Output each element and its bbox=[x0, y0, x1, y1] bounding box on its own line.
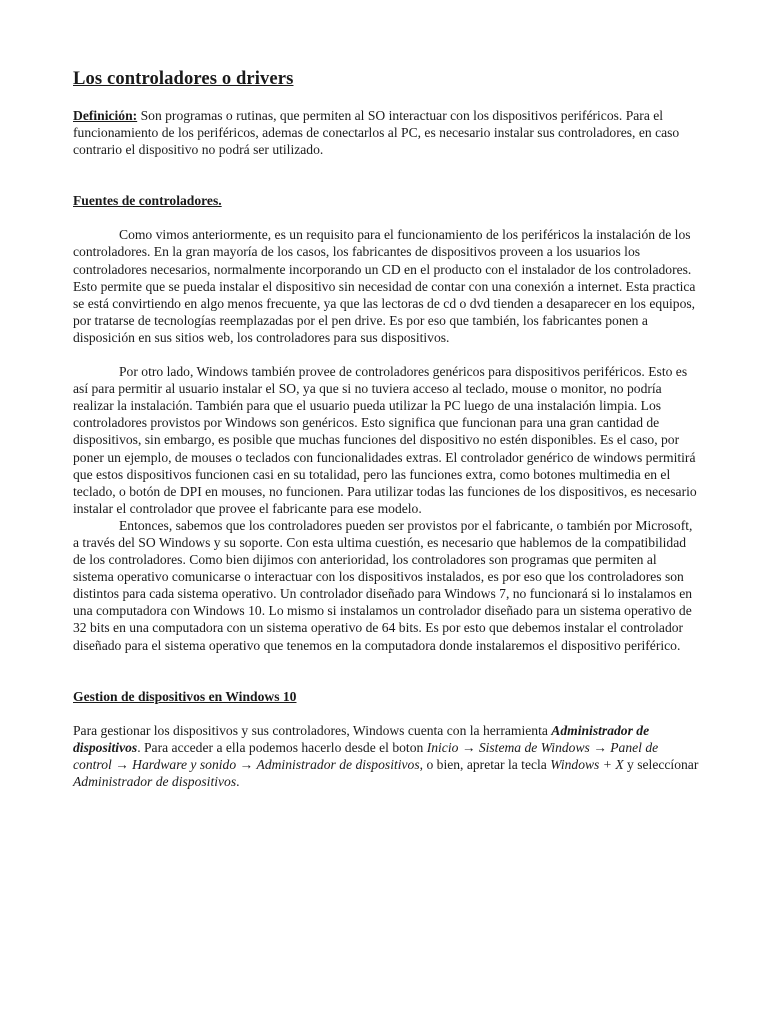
definition-label: Definición: bbox=[73, 108, 138, 123]
arrow-icon: → bbox=[458, 739, 479, 755]
text-run: Para gestionar los dispositivos y sus controladores, Windows cuenta con la herramienta bbox=[73, 722, 552, 738]
definition-paragraph bbox=[73, 107, 699, 158]
text-run: y seleccíonar bbox=[623, 756, 699, 772]
path-admin: Administrador de dispositivos bbox=[256, 756, 420, 772]
definition-text: Son programas o rutinas, que permiten al SO interactuar con los dispositivos periféricos. Para el funcionamiento de los periféricos, ademas de conectarlos al PC, es necesario instalar sus controladores, en caso contrario el dispositivo no podrá ser utilizado. bbox=[73, 108, 680, 158]
spacer bbox=[73, 209, 699, 226]
key-combo: Windows + X bbox=[550, 756, 624, 772]
path-panel: Panel de control bbox=[73, 739, 659, 772]
document-body bbox=[73, 66, 699, 790]
select-item: Administrador de dispositivos bbox=[73, 774, 237, 789]
paragraph-fuentes-2: Por otro lado, Windows también provee de controladores genéricos para dispositivos periféricos. Esto es así para permitir al usuario instalar el SO, ya que si no tuviera acceso al teclado, mouse o monitor, no podría realizar la instalación. También para que el usuario pueda utilizar la PC luego de una instalación limpia. Los controladores provistos por Windows son genéricos. Esto significa que funcionan para una gran cantidad de dispositivos, sin embargo, es posible que muchas funciones del dispositivo no estén disponibles. Es el caso, por poner un ejemplo, de mouses o teclados con funcionalidades extras. El controlador genérico de windows permitirá que estos dispositivos funcionen casi en su totalidad, pero las funciones extra, como botones multimedia en el teclado, o botón de DPI en mouses, no funcionen. Para utilizar todas las funciones de los dispositivos, es necesario instalar el controlador que provee el fabricante para ese modelo. bbox=[73, 364, 697, 516]
paragraph-fuentes-1: Como vimos anteriormente, es un requisito para el funcionamiento de los periféricos la instalación de los controladores. En la gran mayoría de los casos, los fabricantes de dispositivos proveen a los usuarios los controladores necesarios, normalmente incorporando un CD en el producto con el instalador de los controladores. Esto permite que se pueda instalar el dispositivo sin necesidad de contar con una conexión a internet. Esta practica se está convirtiendo en algo menos frecuente, ya que las lectoras de cd o dvd tienden a desaparecer en los equipos, por tratarse de tecnologías reemplazadas por el pen drive. Es por eso que también, los fabricantes ponen a disposición en sus sitios web, los controladores para sus dispositivos. bbox=[73, 227, 696, 345]
tool-name: Administrador de dispositivos bbox=[73, 722, 650, 755]
section-heading-fuentes: Fuentes de controladores. bbox=[73, 193, 222, 209]
path-sistema: Sistema de Windows bbox=[478, 739, 590, 755]
document-title: Los controladores o drivers bbox=[73, 68, 294, 89]
path-inicio: Inicio bbox=[426, 739, 459, 755]
text-run: , o bien, apretar la tecla bbox=[419, 756, 551, 772]
spacer bbox=[73, 705, 699, 722]
text-run: . bbox=[236, 774, 240, 789]
paragraph-fuentes-3: Entonces, sabemos que los controladores pueden ser provistos por el fabricante, o también por Microsoft, a través del SO Windows y su soporte. Con esta ultima cuestión, es necesario que hablemos de la compatibilidad de los controladores. Como bien dijimos con anterioridad, los controladores son programas que permiten al sistema operativo comunicarse o interactuar con los dispositivos instalados, es por eso que los controladores son distintos para cada sistema operativo. Un controlador diseñado para Windows 7, no funcionará si lo instalamos en una computadora con Windows 10. Lo mismo si instalamos un controlador diseñado para un sistema operativo de 32 bits en una computadora con un sistema operativo de 64 bits. Es por esto que debemos instalar el controlador diseñado para el sistema operativo que tenemos en la computadora donde instalaremos el dispositivo periférico. bbox=[73, 517, 693, 653]
spacer bbox=[73, 654, 699, 688]
arrow-icon: → bbox=[589, 739, 611, 755]
arrow-icon: → bbox=[111, 756, 133, 772]
spacer bbox=[73, 346, 699, 363]
spacer bbox=[73, 158, 699, 192]
arrow-icon: → bbox=[236, 756, 257, 772]
paragraph-gestion bbox=[73, 722, 699, 790]
section-heading-gestion: Gestion de dispositivos en Windows 10 bbox=[73, 688, 297, 704]
text-run: . Para acceder a ella podemos hacerlo desde el boton bbox=[137, 739, 427, 755]
path-hardware: Hardware y sonido bbox=[132, 756, 237, 772]
